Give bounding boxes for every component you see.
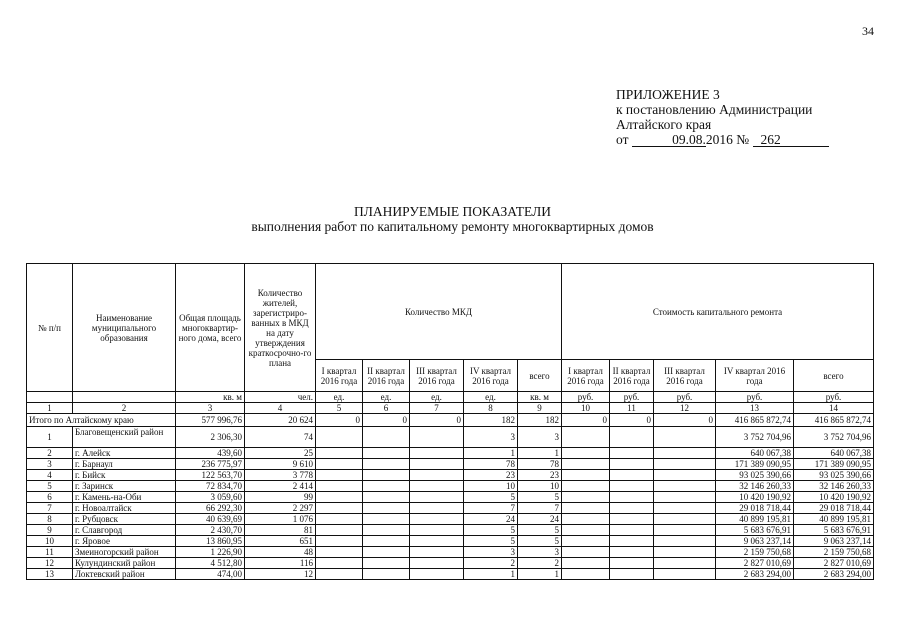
cell-ctot: 9 063 237,14 [794, 536, 874, 547]
cell-tot: 1 [518, 569, 562, 580]
cell-q4: 3 [464, 427, 518, 448]
col-number: 4 [245, 403, 316, 414]
total-q3: 0 [410, 414, 464, 427]
cell-ctot: 32 146 260,33 [794, 481, 874, 492]
cell-tot: 23 [518, 470, 562, 481]
header-cost-q4: IV квартал 2016 года [716, 360, 794, 392]
cell-cq3 [654, 470, 716, 481]
cell-ctot: 3 752 704,96 [794, 427, 874, 448]
unit-cell: ед. [316, 392, 363, 403]
cell-q2 [363, 514, 410, 525]
cell-cq3 [654, 459, 716, 470]
cell-q4: 1 [464, 448, 518, 459]
total-row [27, 414, 874, 427]
cell-name: г. Новоалтайск [73, 503, 176, 514]
cell-tot: 3 [518, 427, 562, 448]
col-number: 10 [562, 403, 610, 414]
cell-area: 1 226,90 [176, 547, 245, 558]
cell-q1 [316, 547, 363, 558]
cell-q4: 78 [464, 459, 518, 470]
header-cost-q3: III квартал 2016 года [654, 360, 716, 392]
cell-cq3 [654, 558, 716, 569]
cell-q3 [410, 503, 464, 514]
cell-ctot: 2 683 294,00 [794, 569, 874, 580]
cell-cq3 [654, 481, 716, 492]
header-cost-q1: I квартал 2016 года [562, 360, 610, 392]
cell-ctot: 40 899 195,81 [794, 514, 874, 525]
document-title: ПЛАНИРУЕМЫЕ ПОКАЗАТЕЛИ [354, 204, 551, 219]
appendix-line-resolution: к постановлению Администрации [616, 102, 813, 117]
total-total: 182 [518, 414, 562, 427]
header-q4: IV квартал 2016 года [464, 360, 518, 392]
cell-name: г. Яровое [73, 536, 176, 547]
cell-cq2 [610, 547, 654, 558]
total-residents: 20 624 [245, 414, 316, 427]
cell-q3 [410, 481, 464, 492]
cell-res: 99 [245, 492, 316, 503]
cell-cq4: 40 899 195,81 [716, 514, 794, 525]
cell-ctot: 10 420 190,92 [794, 492, 874, 503]
cell-cq1 [562, 448, 610, 459]
cell-name: г. Камень-на-Оби [73, 492, 176, 503]
unit-cell: руб. [654, 392, 716, 403]
cell-cq3 [654, 427, 716, 448]
cell-q4: 1 [464, 569, 518, 580]
cell-tot: 3 [518, 547, 562, 558]
cell-q2 [363, 503, 410, 514]
unit-cell: руб. [562, 392, 610, 403]
cell-area: 4 512,80 [176, 558, 245, 569]
col-number: 7 [410, 403, 464, 414]
unit-cell: руб. [716, 392, 794, 403]
cell-n: 13 [27, 569, 73, 580]
cell-q2 [363, 481, 410, 492]
header-cost-total: всего [794, 360, 874, 392]
cell-area: 474,00 [176, 569, 245, 580]
cell-cq4: 3 752 704,96 [716, 427, 794, 448]
document-subtitle: выполнения работ по капитальному ремонту многоквартирных домов [251, 219, 654, 234]
cell-tot: 2 [518, 558, 562, 569]
col-number: 9 [518, 403, 562, 414]
cell-area: 2 430,70 [176, 525, 245, 536]
cell-name: г. Алейск [73, 448, 176, 459]
cell-area: 66 292,30 [176, 503, 245, 514]
cell-q3 [410, 448, 464, 459]
cell-tot: 5 [518, 536, 562, 547]
header-area: Общая площадь многоквартир-ного дома, всего [176, 264, 245, 392]
cell-n: 11 [27, 547, 73, 558]
cell-tot: 5 [518, 492, 562, 503]
cell-q4: 10 [464, 481, 518, 492]
cell-cq4: 5 683 676,91 [716, 525, 794, 536]
cell-q2 [363, 558, 410, 569]
cell-cq3 [654, 503, 716, 514]
cell-cq2 [610, 569, 654, 580]
cell-q3 [410, 536, 464, 547]
cell-q1 [316, 536, 363, 547]
table-body [27, 427, 874, 580]
cell-q1 [316, 558, 363, 569]
cell-res: 2 297 [245, 503, 316, 514]
cell-name: г. Заринск [73, 481, 176, 492]
cell-n: 4 [27, 470, 73, 481]
cell-q4: 2 [464, 558, 518, 569]
cell-n: 3 [27, 459, 73, 470]
cell-cq1 [562, 547, 610, 558]
cell-name: Кулундинский район [73, 558, 176, 569]
total-cost-total: 416 865 872,74 [794, 414, 874, 427]
table-row [27, 547, 874, 558]
cell-cq2 [610, 470, 654, 481]
cell-q1 [316, 503, 363, 514]
cell-q4: 23 [464, 470, 518, 481]
cell-cq3 [654, 514, 716, 525]
cell-cq3 [654, 492, 716, 503]
cell-cq2 [610, 536, 654, 547]
cell-cq4: 2 827 010,69 [716, 558, 794, 569]
cell-ctot: 29 018 718,44 [794, 503, 874, 514]
header-mkd-group: Количество МКД [316, 264, 562, 360]
total-cost-q1: 0 [562, 414, 610, 427]
table-row [27, 503, 874, 514]
cell-q3 [410, 547, 464, 558]
appendix-line-region: Алтайского края [616, 117, 712, 132]
cell-name: г. Бийск [73, 470, 176, 481]
cell-area: 236 775,97 [176, 459, 245, 470]
cell-res: 48 [245, 547, 316, 558]
unit-cell: кв. м [518, 392, 562, 403]
page-number: 34 [862, 24, 874, 38]
cell-q1 [316, 492, 363, 503]
cell-q2 [363, 427, 410, 448]
cell-n: 5 [27, 481, 73, 492]
appendix-date-line [616, 132, 829, 147]
cell-cq1 [562, 470, 610, 481]
cell-name: г. Славгород [73, 525, 176, 536]
cell-cq2 [610, 459, 654, 470]
table-row [27, 492, 874, 503]
cell-cq4: 29 018 718,44 [716, 503, 794, 514]
cell-cq1 [562, 536, 610, 547]
cell-res: 1 076 [245, 514, 316, 525]
table-row [27, 536, 874, 547]
cell-q4: 24 [464, 514, 518, 525]
cell-q3 [410, 569, 464, 580]
cell-res: 3 778 [245, 470, 316, 481]
cell-cq3 [654, 569, 716, 580]
cell-n: 6 [27, 492, 73, 503]
cell-tot: 1 [518, 448, 562, 459]
header-q3: III квартал 2016 года [410, 360, 464, 392]
cell-cq2 [610, 525, 654, 536]
cell-cq4: 93 025 390,66 [716, 470, 794, 481]
cell-q3 [410, 492, 464, 503]
cell-q4: 5 [464, 536, 518, 547]
cell-cq1 [562, 459, 610, 470]
cell-q1 [316, 525, 363, 536]
unit-cell: ед. [410, 392, 464, 403]
cell-q2 [363, 470, 410, 481]
cell-res: 116 [245, 558, 316, 569]
cell-ctot: 640 067,38 [794, 448, 874, 459]
cell-n: 8 [27, 514, 73, 525]
appendix-number: 262 [753, 133, 829, 147]
table-row [27, 427, 874, 448]
unit-cell: ед. [363, 392, 410, 403]
total-q1: 0 [316, 414, 363, 427]
cell-ctot: 2 159 750,68 [794, 547, 874, 558]
col-number: 3 [176, 403, 245, 414]
cell-q2 [363, 536, 410, 547]
cell-n: 10 [27, 536, 73, 547]
cell-area: 40 639,69 [176, 514, 245, 525]
cell-cq4: 171 389 090,95 [716, 459, 794, 470]
cell-q3 [410, 427, 464, 448]
cell-q1 [316, 448, 363, 459]
cell-q3 [410, 459, 464, 470]
cell-cq3 [654, 525, 716, 536]
cell-res: 81 [245, 525, 316, 536]
cell-cq1 [562, 492, 610, 503]
total-q2: 0 [363, 414, 410, 427]
table-row [27, 448, 874, 459]
total-label: Итого по Алтайскому краю [27, 414, 176, 427]
cell-q1 [316, 427, 363, 448]
unit-cell: кв. м [176, 392, 245, 403]
indicators-table [26, 263, 874, 580]
table-row [27, 514, 874, 525]
cell-area: 122 563,70 [176, 470, 245, 481]
cell-ctot: 93 025 390,66 [794, 470, 874, 481]
cell-area: 439,60 [176, 448, 245, 459]
cell-q1 [316, 514, 363, 525]
cell-tot: 5 [518, 525, 562, 536]
cell-cq4: 2 159 750,68 [716, 547, 794, 558]
table-row [27, 558, 874, 569]
total-q4: 182 [464, 414, 518, 427]
cell-cq2 [610, 481, 654, 492]
cell-area: 2 306,30 [176, 427, 245, 448]
cell-q4: 3 [464, 547, 518, 558]
cell-res: 651 [245, 536, 316, 547]
cell-q2 [363, 569, 410, 580]
cell-cq1 [562, 569, 610, 580]
cell-cq4: 9 063 237,14 [716, 536, 794, 547]
cell-tot: 7 [518, 503, 562, 514]
cell-q2 [363, 492, 410, 503]
cell-cq4: 640 067,38 [716, 448, 794, 459]
cell-area: 3 059,60 [176, 492, 245, 503]
appendix-year: 2016 № [705, 132, 750, 147]
cell-cq2 [610, 558, 654, 569]
cell-cq1 [562, 503, 610, 514]
cell-name: Благовещенский район [73, 427, 176, 448]
cell-q2 [363, 525, 410, 536]
col-number: 1 [27, 403, 73, 414]
cell-tot: 10 [518, 481, 562, 492]
cell-q3 [410, 525, 464, 536]
cell-res: 2 414 [245, 481, 316, 492]
cell-cq1 [562, 558, 610, 569]
cell-q1 [316, 459, 363, 470]
cell-area: 72 834,70 [176, 481, 245, 492]
table-row [27, 569, 874, 580]
cell-cq1 [562, 481, 610, 492]
col-number: 12 [654, 403, 716, 414]
cell-q1 [316, 481, 363, 492]
appendix-from: от [616, 132, 629, 147]
unit-cell: чел. [245, 392, 316, 403]
cell-res: 74 [245, 427, 316, 448]
cell-q4: 7 [464, 503, 518, 514]
header-q2: II квартал 2016 года [363, 360, 410, 392]
cell-q3 [410, 470, 464, 481]
cell-q1 [316, 569, 363, 580]
col-number: 14 [794, 403, 874, 414]
header-total: всего [518, 360, 562, 392]
header-name: Наименование муниципального образования [73, 264, 176, 392]
table-row [27, 470, 874, 481]
cell-n: 12 [27, 558, 73, 569]
col-number: 2 [73, 403, 176, 414]
cell-name: г. Барнаул [73, 459, 176, 470]
cell-q3 [410, 558, 464, 569]
col-number: 8 [464, 403, 518, 414]
cell-q4: 5 [464, 525, 518, 536]
cell-cq3 [654, 536, 716, 547]
cell-name: Локтевский район [73, 569, 176, 580]
cell-cq4: 2 683 294,00 [716, 569, 794, 580]
cell-cq2 [610, 503, 654, 514]
total-area: 577 996,76 [176, 414, 245, 427]
unit-cell: руб. [610, 392, 654, 403]
total-cost-q2: 0 [610, 414, 654, 427]
col-number: 5 [316, 403, 363, 414]
cell-q2 [363, 459, 410, 470]
cell-cq1 [562, 514, 610, 525]
cell-n: 2 [27, 448, 73, 459]
unit-cell: руб. [794, 392, 874, 403]
cell-ctot: 171 389 090,95 [794, 459, 874, 470]
cell-tot: 78 [518, 459, 562, 470]
cell-name: Змеиногорский район [73, 547, 176, 558]
col-number: 6 [363, 403, 410, 414]
cell-cq3 [654, 448, 716, 459]
cell-cq2 [610, 514, 654, 525]
cell-cq1 [562, 427, 610, 448]
cell-q2 [363, 547, 410, 558]
cell-ctot: 5 683 676,91 [794, 525, 874, 536]
unit-cell: ед. [464, 392, 518, 403]
cell-cq2 [610, 427, 654, 448]
cell-cq2 [610, 492, 654, 503]
table-row [27, 459, 874, 470]
header-num: № п/п [27, 264, 73, 392]
cell-q3 [410, 514, 464, 525]
cell-res: 25 [245, 448, 316, 459]
table-row [27, 525, 874, 536]
header-cost-group: Стоимость капитального ремонта [562, 264, 874, 360]
cell-ctot: 2 827 010,69 [794, 558, 874, 569]
cell-cq4: 10 420 190,92 [716, 492, 794, 503]
cell-cq4: 32 146 260,33 [716, 481, 794, 492]
cell-area: 13 860,95 [176, 536, 245, 547]
cell-cq3 [654, 547, 716, 558]
cell-name: г. Рубцовск [73, 514, 176, 525]
cell-res: 12 [245, 569, 316, 580]
cell-q2 [363, 448, 410, 459]
total-cost-q3: 0 [654, 414, 716, 427]
cell-n: 9 [27, 525, 73, 536]
cell-n: 7 [27, 503, 73, 514]
cell-res: 9 610 [245, 459, 316, 470]
cell-q1 [316, 470, 363, 481]
total-cost-q4: 416 865 872,74 [716, 414, 794, 427]
header-q1: I квартал 2016 года [316, 360, 363, 392]
cell-tot: 24 [518, 514, 562, 525]
col-number: 11 [610, 403, 654, 414]
header-residents: Количество жителей, зарегистриро-ванных в МКД на дату утверждения краткосрочно-го плана [245, 264, 316, 392]
appendix-date: 09.08. [632, 133, 706, 147]
header-cost-q2: II квартал 2016 года [610, 360, 654, 392]
cell-q4: 5 [464, 492, 518, 503]
cell-cq1 [562, 525, 610, 536]
appendix-title: ПРИЛОЖЕНИЕ 3 [616, 87, 720, 102]
appendix-block [616, 87, 829, 147]
table-row [27, 481, 874, 492]
cell-n: 1 [27, 427, 73, 448]
cell-cq2 [610, 448, 654, 459]
col-number: 13 [716, 403, 794, 414]
